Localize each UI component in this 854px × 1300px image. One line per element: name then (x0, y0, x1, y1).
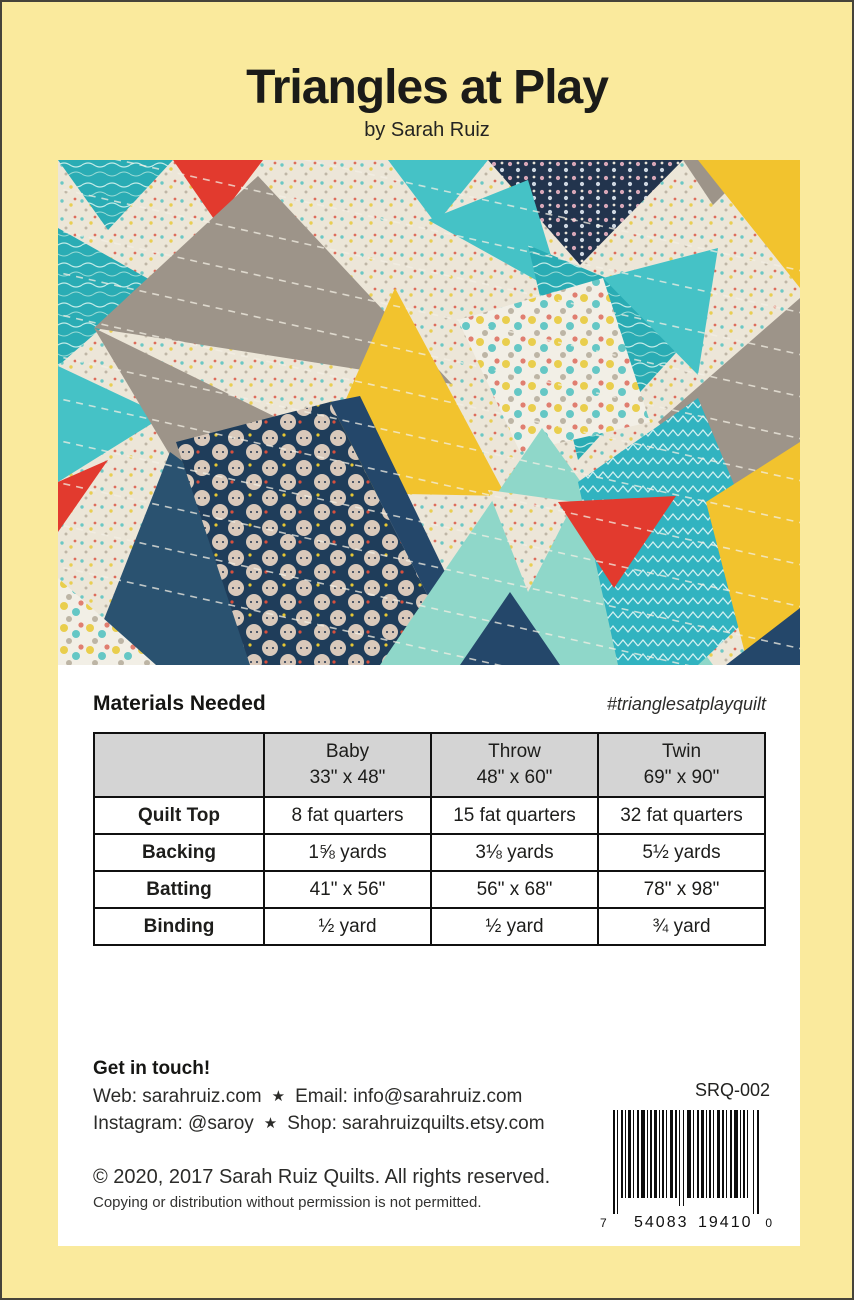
table-cell: 78" x 98" (598, 871, 765, 908)
contact-shop[interactable]: Shop: sarahruizquilts.etsy.com (287, 1113, 545, 1134)
hashtag: #trianglesatplayquilt (606, 694, 766, 714)
column-name: Baby (325, 741, 370, 762)
table-row-quilt-top (94, 797, 765, 834)
column-header-throw (431, 733, 598, 797)
copyright-line: © 2020, 2017 Sarah Ruiz Quilts. All rights reserved. (93, 1166, 551, 1188)
row-label: Batting (94, 871, 264, 908)
barcode-bars (613, 1110, 759, 1214)
page-title: Triangles at Play (246, 61, 608, 114)
table-row-backing (94, 834, 765, 871)
contact-line-instagram-shop (93, 1111, 545, 1138)
barcode-digit-right: 0 (765, 1216, 772, 1230)
table-cell: 32 fat quarters (598, 797, 765, 834)
materials-heading: Materials Needed (93, 692, 266, 715)
copyright-note: Copying or distribution without permission is not permitted. (93, 1194, 482, 1211)
contact-heading: Get in touch! (93, 1058, 211, 1079)
contact-email[interactable]: Email: info@sarahruiz.com (295, 1086, 523, 1107)
table-cell: ¾ yard (598, 908, 765, 945)
column-size: 33" x 48" (309, 767, 386, 788)
column-size: 48" x 60" (476, 767, 553, 788)
column-name: Twin (661, 741, 702, 762)
row-label: Quilt Top (94, 797, 264, 834)
contact-line-web-email (93, 1084, 545, 1111)
table-cell: 1⅝ yards (264, 834, 431, 871)
column-header-baby (264, 733, 431, 797)
star-icon: ★ (271, 1088, 286, 1105)
materials-table (93, 732, 766, 946)
star-icon: ★ (263, 1115, 278, 1132)
product-code: SRQ-002 (694, 1080, 770, 1100)
table-row-batting (94, 871, 765, 908)
column-size: 69" x 90" (643, 767, 720, 788)
quilt-photo (58, 160, 800, 665)
table-cell: ½ yard (431, 908, 598, 945)
table-cell: 41" x 56" (264, 871, 431, 908)
table-cell: 56" x 68" (431, 871, 598, 908)
content-panel (58, 160, 800, 1246)
barcode-digit-left: 7 (600, 1216, 607, 1230)
barcode-digit-group: 19410 (698, 1214, 753, 1231)
row-label: Binding (94, 908, 264, 945)
column-name: Throw (488, 741, 541, 762)
column-header-twin (598, 733, 765, 797)
barcode-digit-group: 54083 (634, 1214, 689, 1231)
table-cell: 5½ yards (598, 834, 765, 871)
contact-web[interactable]: Web: sarahruiz.com (93, 1086, 262, 1107)
product-code-area (600, 1080, 772, 1232)
table-cell: ½ yard (264, 908, 431, 945)
row-label: Backing (94, 834, 264, 871)
table-header-row (94, 733, 765, 797)
table-cell: 15 fat quarters (431, 797, 598, 834)
table-corner-cell (94, 733, 264, 797)
copyright-block (93, 1166, 550, 1211)
table-cell: 3⅛ yards (431, 834, 598, 871)
byline: by Sarah Ruiz (364, 119, 490, 141)
table-cell: 8 fat quarters (264, 797, 431, 834)
contact-instagram[interactable]: Instagram: @saroy (93, 1113, 254, 1134)
contact-block (93, 1056, 545, 1138)
barcode (600, 1110, 772, 1232)
materials-header-row (93, 692, 766, 716)
table-row-binding (94, 908, 765, 945)
